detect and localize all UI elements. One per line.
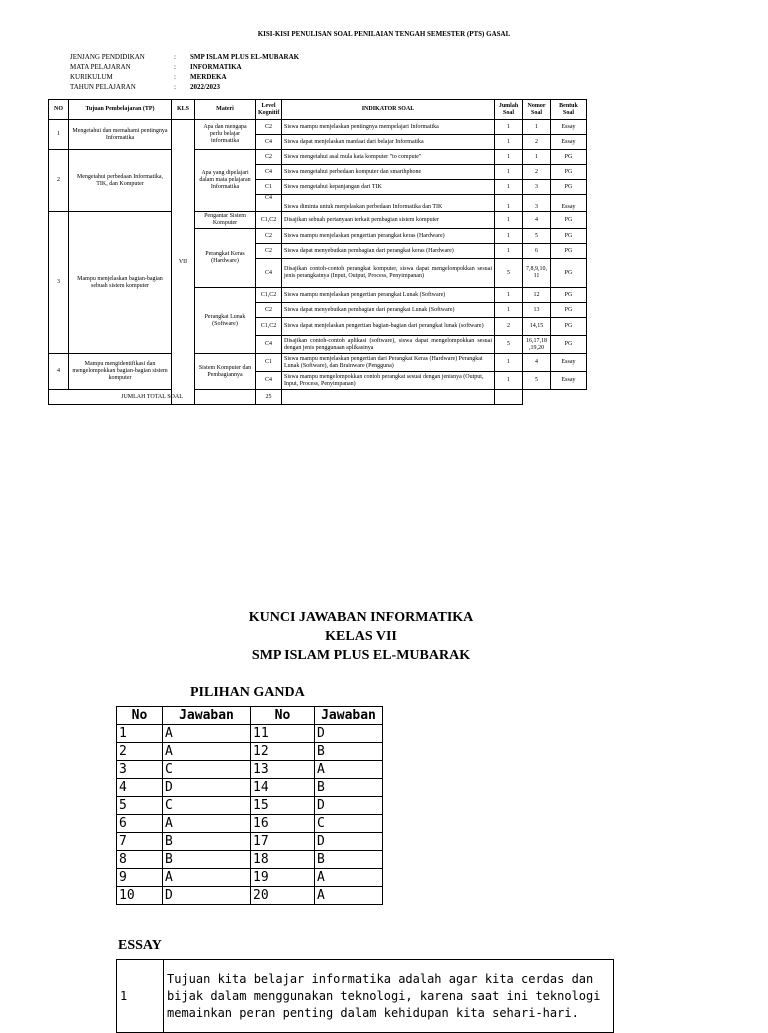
cell-materi: Perangkat Lunak (Software) [195,288,256,354]
cell-nomor: 3 [523,195,551,212]
answer-number: 9 [117,869,163,887]
answer-number: 11 [251,725,315,743]
cell-materi: Sistem Komputer dan Pembagiannya [195,354,256,390]
answer-number: 15 [251,797,315,815]
table-row [49,150,587,165]
answer-number: 5 [117,797,163,815]
cell-nomor: 1 [523,150,551,165]
answer-number: 16 [251,815,315,833]
cell-indikator: Disajikan sebuah pertanyaan terkait pembagian sistem komputer [282,212,495,229]
essay-row [117,960,614,1033]
answer-row [117,815,383,833]
total-label: JUMLAH TOTAL SOAL [49,390,256,405]
cell-indikator: Siswa mampu mengelompokkan contoh perangkat sesuai dengan jenisnya (Output, Input, Process, Penyimpanan) [282,372,495,390]
answer-choice: A [163,869,251,887]
answer-choice: B [163,833,251,851]
answer-choice: B [315,743,383,761]
answer-key-title-line: SMP ISLAM PLUS EL-MUBARAK [251,648,471,663]
cell-level: C4 [256,336,282,354]
cell-level: C2 [256,303,282,318]
answer-choice: C [163,797,251,815]
cell-level: C1,C2 [256,318,282,336]
cell-indikator: Siswa mengetahui perbedaan komputer dan smarthphone [282,165,495,180]
cell-indikator: Siswa mampu menjelaskan pengertian perangkat keras (Hardware) [282,229,495,244]
answer-row [117,797,383,815]
cell-nomor: 5 [523,229,551,244]
cell-bentuk: PG [551,180,587,195]
cell-tp: Mengetahui dan memahami pentingnya Informatika [69,120,172,150]
cell-tp: Mampu menjelaskan bagian-bagian sebuah sistem komputer [69,212,172,354]
cell-indikator: Siswa dapat menjelaskan manfaat dari belajar Informatika [282,135,495,150]
cell-jumlah: 1 [495,180,523,195]
answer-number: 8 [117,851,163,869]
cell-nomor: 4 [523,212,551,229]
header-no: NO [49,100,69,120]
cell-bentuk: PG [551,288,587,303]
cell-indikator: Disajikan contoh-contoh aplikasi (software), siswa dapat mengelompokkan sesuai dengan jenis penggunaan aplikasinya [282,336,495,354]
cell-jumlah: 1 [495,372,523,390]
cell-no: 3 [49,212,69,354]
info-colon: : [174,83,176,91]
cell-jumlah: 1 [495,244,523,259]
cell-level: C2 [256,229,282,244]
table-row [49,354,587,372]
cell-nomor: 6 [523,244,551,259]
answer-row [117,833,383,851]
info-value: MERDEKA [190,73,227,81]
cell-jumlah: 1 [495,150,523,165]
answer-header-no: No [117,707,163,725]
total-empty [282,390,495,405]
cell-indikator: Siswa mengetahui kepanjangan dari TIK [282,180,495,195]
info-value: INFORMATIKA [190,63,242,71]
header-level: Level Kognitif [256,100,282,120]
cell-no: 4 [49,354,69,390]
header-materi: Materi [195,100,256,120]
cell-level: C2 [256,244,282,259]
cell-bentuk: PG [551,150,587,165]
cell-materi: Perangkat Keras (Hardware) [195,229,256,288]
answer-number: 10 [117,887,163,905]
cell-bentuk: Essay [551,354,587,372]
answer-choice: B [315,851,383,869]
header-jumlah: Jumlah Soal [495,100,523,120]
cell-bentuk: Essay [551,135,587,150]
answer-number: 18 [251,851,315,869]
cell-bentuk: PG [551,259,587,288]
cell-jumlah: 1 [495,212,523,229]
answer-number: 6 [117,815,163,833]
answer-number: 19 [251,869,315,887]
cell-level: C1 [256,180,282,195]
kisi-kisi-table [48,99,587,405]
answer-number: 1 [117,725,163,743]
cell-level: C2 [256,120,282,135]
table-row [49,120,587,135]
cell-indikator: Siswa diminta untuk menjelaskan perbedaan Informatika dan TIK [282,195,495,212]
cell-level: C4 [256,195,282,212]
cell-indikator: Siswa mengetahui asal mula kata komputer "to compute" [282,150,495,165]
answer-key-title-line: KUNCI JAWABAN INFORMATIKA [248,610,474,625]
answer-choice: D [163,887,251,905]
cell-nomor: 7,8,9,10, 11 [523,259,551,288]
answer-number: 12 [251,743,315,761]
header-nomor: Nomor Soal [523,100,551,120]
answer-choice: B [315,779,383,797]
cell-bentuk: Essay [551,372,587,390]
cell-indikator: Siswa mampu menjelaskan pengertian perangkat Lunak (Software) [282,288,495,303]
answer-row [117,743,383,761]
multiple-choice-heading: PILIHAN GANDA [190,685,305,700]
document-title: KISI-KISI PENULISAN SOAL PENILAIAN TENGAH SEMESTER (PTS) GASAL [257,30,511,38]
cell-bentuk: PG [551,229,587,244]
cell-bentuk: PG [551,303,587,318]
cell-level: C4 [256,165,282,180]
cell-bentuk: PG [551,244,587,259]
answer-header-row [117,707,383,725]
total-empty [495,390,523,405]
cell-nomor: 1 [523,120,551,135]
answer-choice: D [163,779,251,797]
info-colon: : [174,73,176,81]
header-bentuk: Bentuk Soal [551,100,587,120]
answer-row [117,779,383,797]
answer-number: 14 [251,779,315,797]
answer-choice: D [315,833,383,851]
cell-materi: Apa yang dipelajari dalam mata pelajaran Informatika [195,150,256,212]
answer-choice: A [163,815,251,833]
info-label: MATA PELAJARAN [70,63,131,71]
answer-rows [117,725,383,905]
cell-jumlah: 5 [495,259,523,288]
answer-row [117,725,383,743]
answer-row [117,851,383,869]
cell-indikator: Siswa dapat menyebutkan pembagian dari perangkat Lunak (Software) [282,303,495,318]
cell-bentuk: Essay [551,120,587,135]
answer-number: 3 [117,761,163,779]
answer-number: 2 [117,743,163,761]
cell-tp: Mampu mengidentifikasi dan mengelompokkan bagian-bagian sistem komputer [69,354,172,390]
cell-jumlah: 1 [495,135,523,150]
table-header-row [49,100,587,120]
info-row-jenjang [70,52,299,62]
answer-key-title [0,608,722,665]
cell-nomor: 2 [523,135,551,150]
cell-indikator: Siswa mampu menjelaskan pentingnya mempelajari Informatika [282,120,495,135]
cell-level: C1,C2 [256,288,282,303]
answer-row [117,761,383,779]
cell-tp: Mengetahui perbedaan Informatika, TIK, dan Komputer [69,150,172,212]
cell-jumlah: 1 [495,288,523,303]
cell-bentuk: PG [551,336,587,354]
cell-jumlah: 1 [495,165,523,180]
answer-choice: C [315,815,383,833]
essay-answer-table [116,959,614,1033]
cell-materi: Pengantar Sistem Komputer [195,212,256,229]
info-row-kurikulum [70,72,299,82]
info-label: KURIKULUM [70,73,113,81]
cell-level: C4 [256,135,282,150]
answer-choice: A [315,761,383,779]
answer-row [117,869,383,887]
info-value: 2022/2023 [190,83,220,91]
cell-bentuk: Essay [551,195,587,212]
answer-choice: D [315,725,383,743]
identity-block [70,52,299,92]
cell-bentuk: PG [551,165,587,180]
cell-indikator: Siswa dapat menjelaskan pengertian bagian-bagian dari perangkat lunak (software) [282,318,495,336]
answer-number: 20 [251,887,315,905]
cell-nomor: 12 [523,288,551,303]
answer-choice: C [163,761,251,779]
answer-choice: B [163,851,251,869]
header-indikator: INDIKATOR SOAL [282,100,495,120]
cell-indikator: Disajikan contoh-contoh perangkat komputer, siswa dapat mengelompokkan sesuai jenis perangkatnya (Input, Output, Process, Penyimpanan) [282,259,495,288]
cell-level: C4 [256,259,282,288]
answer-number: 4 [117,779,163,797]
answer-choice: D [315,797,383,815]
answer-header-jawaban: Jawaban [315,707,383,725]
cell-jumlah: 2 [495,318,523,336]
cell-no: 1 [49,120,69,150]
cell-level: C2 [256,150,282,165]
info-row-mapel [70,62,299,72]
essay-heading: ESSAY [118,938,162,953]
cell-nomor: 4 [523,354,551,372]
answer-row [117,887,383,905]
table-row [49,212,587,229]
cell-materi: Apa dan mengapa perlu belajar informatika [195,120,256,150]
answer-key-title-line: KELAS VII [325,629,397,644]
answer-choice: A [315,869,383,887]
cell-nomor: 2 [523,165,551,180]
cell-nomor: 14,15 [523,318,551,336]
cell-jumlah: 1 [495,354,523,372]
answer-header-no: No [251,707,315,725]
info-colon: : [174,53,176,61]
cell-nomor: 16,17,18 ,19,20 [523,336,551,354]
info-value: SMP ISLAM PLUS EL-MUBARAK [190,53,300,61]
cell-no: 2 [49,150,69,212]
cell-kls: VII [172,120,195,405]
answer-header-jawaban: Jawaban [163,707,251,725]
cell-bentuk: PG [551,318,587,336]
answer-number: 7 [117,833,163,851]
cell-nomor: 5 [523,372,551,390]
info-colon: : [174,63,176,71]
cell-bentuk: PG [551,212,587,229]
cell-level: C1 [256,354,282,372]
cell-jumlah: 1 [495,195,523,212]
header-tp: Tujuan Pembelajaran (TP) [69,100,172,120]
info-row-tahun [70,82,299,92]
essay-answer: Tujuan kita belajar informatika adalah agar kita cerdas dan bijak dalam menggunakan teknologi, karena saat ini teknologi memainkan peran penting dalam kehidupan kita sehari-hari. [164,960,614,1033]
cell-nomor: 3 [523,180,551,195]
answer-choice: A [315,887,383,905]
cell-jumlah: 1 [495,303,523,318]
answer-number: 17 [251,833,315,851]
info-label: JENJANG PENDIDIKAN [70,53,145,61]
total-row [49,390,587,405]
cell-level: C4 [256,372,282,390]
cell-level: C1,C2 [256,212,282,229]
total-value: 25 [256,390,282,405]
cell-jumlah: 1 [495,120,523,135]
answer-choice: A [163,725,251,743]
cell-jumlah: 1 [495,229,523,244]
header-kls: KLS [172,100,195,120]
cell-indikator: Siswa dapat menyebutkan pembagian dari perangkat keras (Hardware) [282,244,495,259]
multiple-choice-answer-table [116,706,383,905]
info-label: TAHUN PELAJARAN [70,83,136,91]
essay-no: 1 [117,960,164,1033]
cell-jumlah: 5 [495,336,523,354]
cell-nomor: 13 [523,303,551,318]
cell-indikator: Siswa mampu menjelaskan pengertian dari Perangkat Keras (Hardware) Perangkat Lunak (Software), dan Brainware (Pengguna) [282,354,495,372]
answer-choice: A [163,743,251,761]
answer-number: 13 [251,761,315,779]
